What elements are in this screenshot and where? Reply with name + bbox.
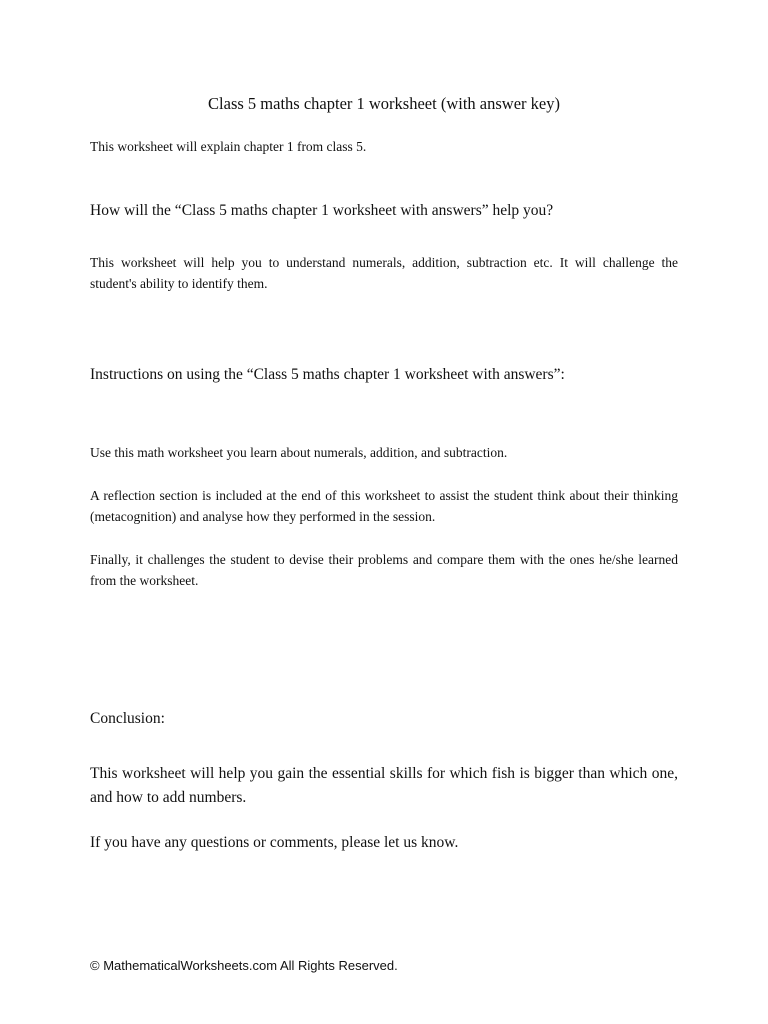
heading-instructions: Instructions on using the “Class 5 maths chapter 1 worksheet with answers”:: [90, 366, 565, 383]
instruction-item: Finally, it challenges the student to devise their problems and compare them with the ones he/she learned from the worksheet.: [90, 552, 678, 588]
instruction-item: Use this math worksheet you learn about numerals, addition, and subtraction.: [90, 445, 508, 460]
copyright-footer: © MathematicalWorksheets.com All Rights Reserved.: [90, 958, 398, 973]
heading-help: How will the “Class 5 maths chapter 1 worksheet with answers” help you?: [90, 202, 554, 219]
conclusion-text: This worksheet will help you gain the essential skills for which fish is bigger than which one, and how to add numbers.: [90, 765, 678, 806]
instruction-item: A reflection section is included at the end of this worksheet to assist the student think about their thinking (metacognition) and analyse how they performed in the session.: [90, 488, 678, 524]
closing-text: If you have any questions or comments, please let us know.: [90, 834, 459, 851]
intro-text: This worksheet will explain chapter 1 from class 5.: [90, 139, 367, 154]
page-title: Class 5 maths chapter 1 worksheet (with answer key): [208, 94, 560, 113]
help-text: This worksheet will help you to understand numerals, addition, subtraction etc. It will challenge the student's ability to identify them.: [90, 255, 678, 291]
conclusion-heading: Conclusion:: [90, 710, 165, 727]
